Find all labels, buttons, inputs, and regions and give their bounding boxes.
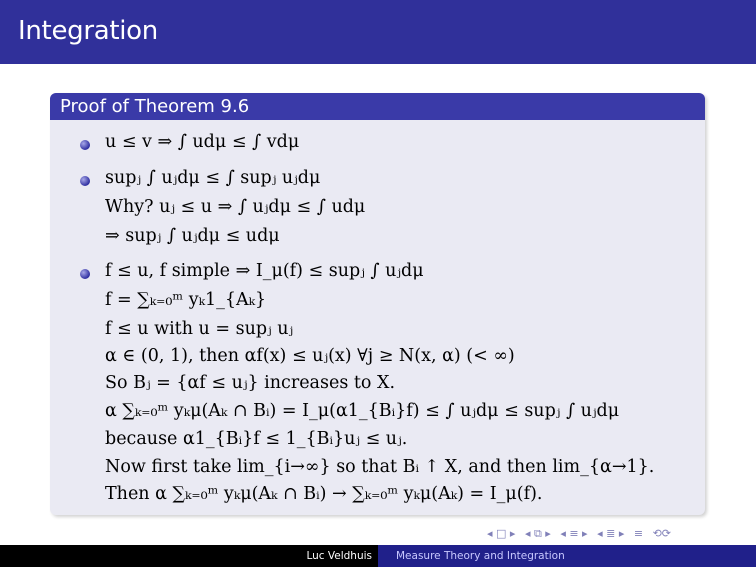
proof-line-8: α ∈ (0, 1), then αf(x) ≤ uⱼ(x) ∀j ≥ N(x, α) (< ∞)	[105, 346, 515, 366]
proof-line-11: because α1_{Bᵢ}f ≤ 1_{Bᵢ}uⱼ ≤ uⱼ.	[105, 429, 408, 449]
proof-block	[50, 93, 705, 515]
proof-line-2: supⱼ ∫ uⱼdμ ≤ ∫ supⱼ uⱼdμ	[105, 168, 321, 188]
proof-block-header	[50, 93, 705, 120]
nav-align-icon[interactable]: ≡	[633, 527, 644, 540]
footer-title: Measure Theory and Integration	[396, 550, 565, 562]
nav-section-icon[interactable]: ◂ ≡ ▸	[560, 527, 588, 540]
footer-author-box	[0, 545, 378, 567]
nav-search-icon[interactable]: ⟲⟳	[652, 527, 672, 540]
proof-line-13: Then α ∑ₖ₌₀ᵐ yₖμ(Aₖ ∩ Bᵢ) → ∑ₖ₌₀ᵐ yₖμ(Aₖ) = I_μ(f).	[105, 484, 543, 504]
nav-subsection-icon[interactable]: ◂ ⧉ ▸	[524, 527, 551, 540]
beamer-navigation	[487, 527, 755, 541]
bullet-icon	[80, 140, 90, 150]
proof-line-12: Now first take lim_{i→∞} so that Bᵢ ↑ X, and then lim_{α→1}.	[105, 457, 655, 477]
proof-line-4: ⇒ supⱼ ∫ uⱼdμ ≤ udμ	[105, 226, 280, 246]
bullet-icon	[80, 269, 90, 279]
proof-block-title: Proof of Theorem 9.6	[60, 96, 250, 117]
slide-title: Integration	[18, 16, 158, 46]
footer-title-box	[378, 545, 756, 567]
proof-line-1: u ≤ v ⇒ ∫ udμ ≤ ∫ vdμ	[105, 132, 300, 152]
nav-frame-icon[interactable]: ◂ □ ▸	[487, 527, 516, 540]
bullet-icon	[80, 176, 90, 186]
slide-title-bar	[0, 0, 756, 64]
proof-line-7: f ≤ u with u = supⱼ uⱼ	[105, 319, 294, 339]
proof-line-10: α ∑ₖ₌₀ᵐ yₖμ(Aₖ ∩ Bᵢ) = I_μ(α1_{Bᵢ}f) ≤ ∫ uⱼdμ ≤ supⱼ ∫ uⱼdμ	[105, 401, 620, 421]
proof-line-9: So Bⱼ = {αf ≤ uⱼ} increases to X.	[105, 373, 396, 393]
nav-document-icon[interactable]: ◂ ≣ ▸	[597, 527, 625, 540]
proof-line-3: Why? uⱼ ≤ u ⇒ ∫ uⱼdμ ≤ ∫ udμ	[105, 197, 366, 217]
proof-line-6: f = ∑ₖ₌₀ᵐ yₖ1_{Aₖ}	[105, 290, 267, 310]
proof-line-5: f ≤ u, f simple ⇒ I_μ(f) ≤ supⱼ ∫ uⱼdμ	[105, 261, 424, 281]
footer	[0, 545, 756, 567]
footer-author: Luc Veldhuis	[306, 550, 372, 562]
